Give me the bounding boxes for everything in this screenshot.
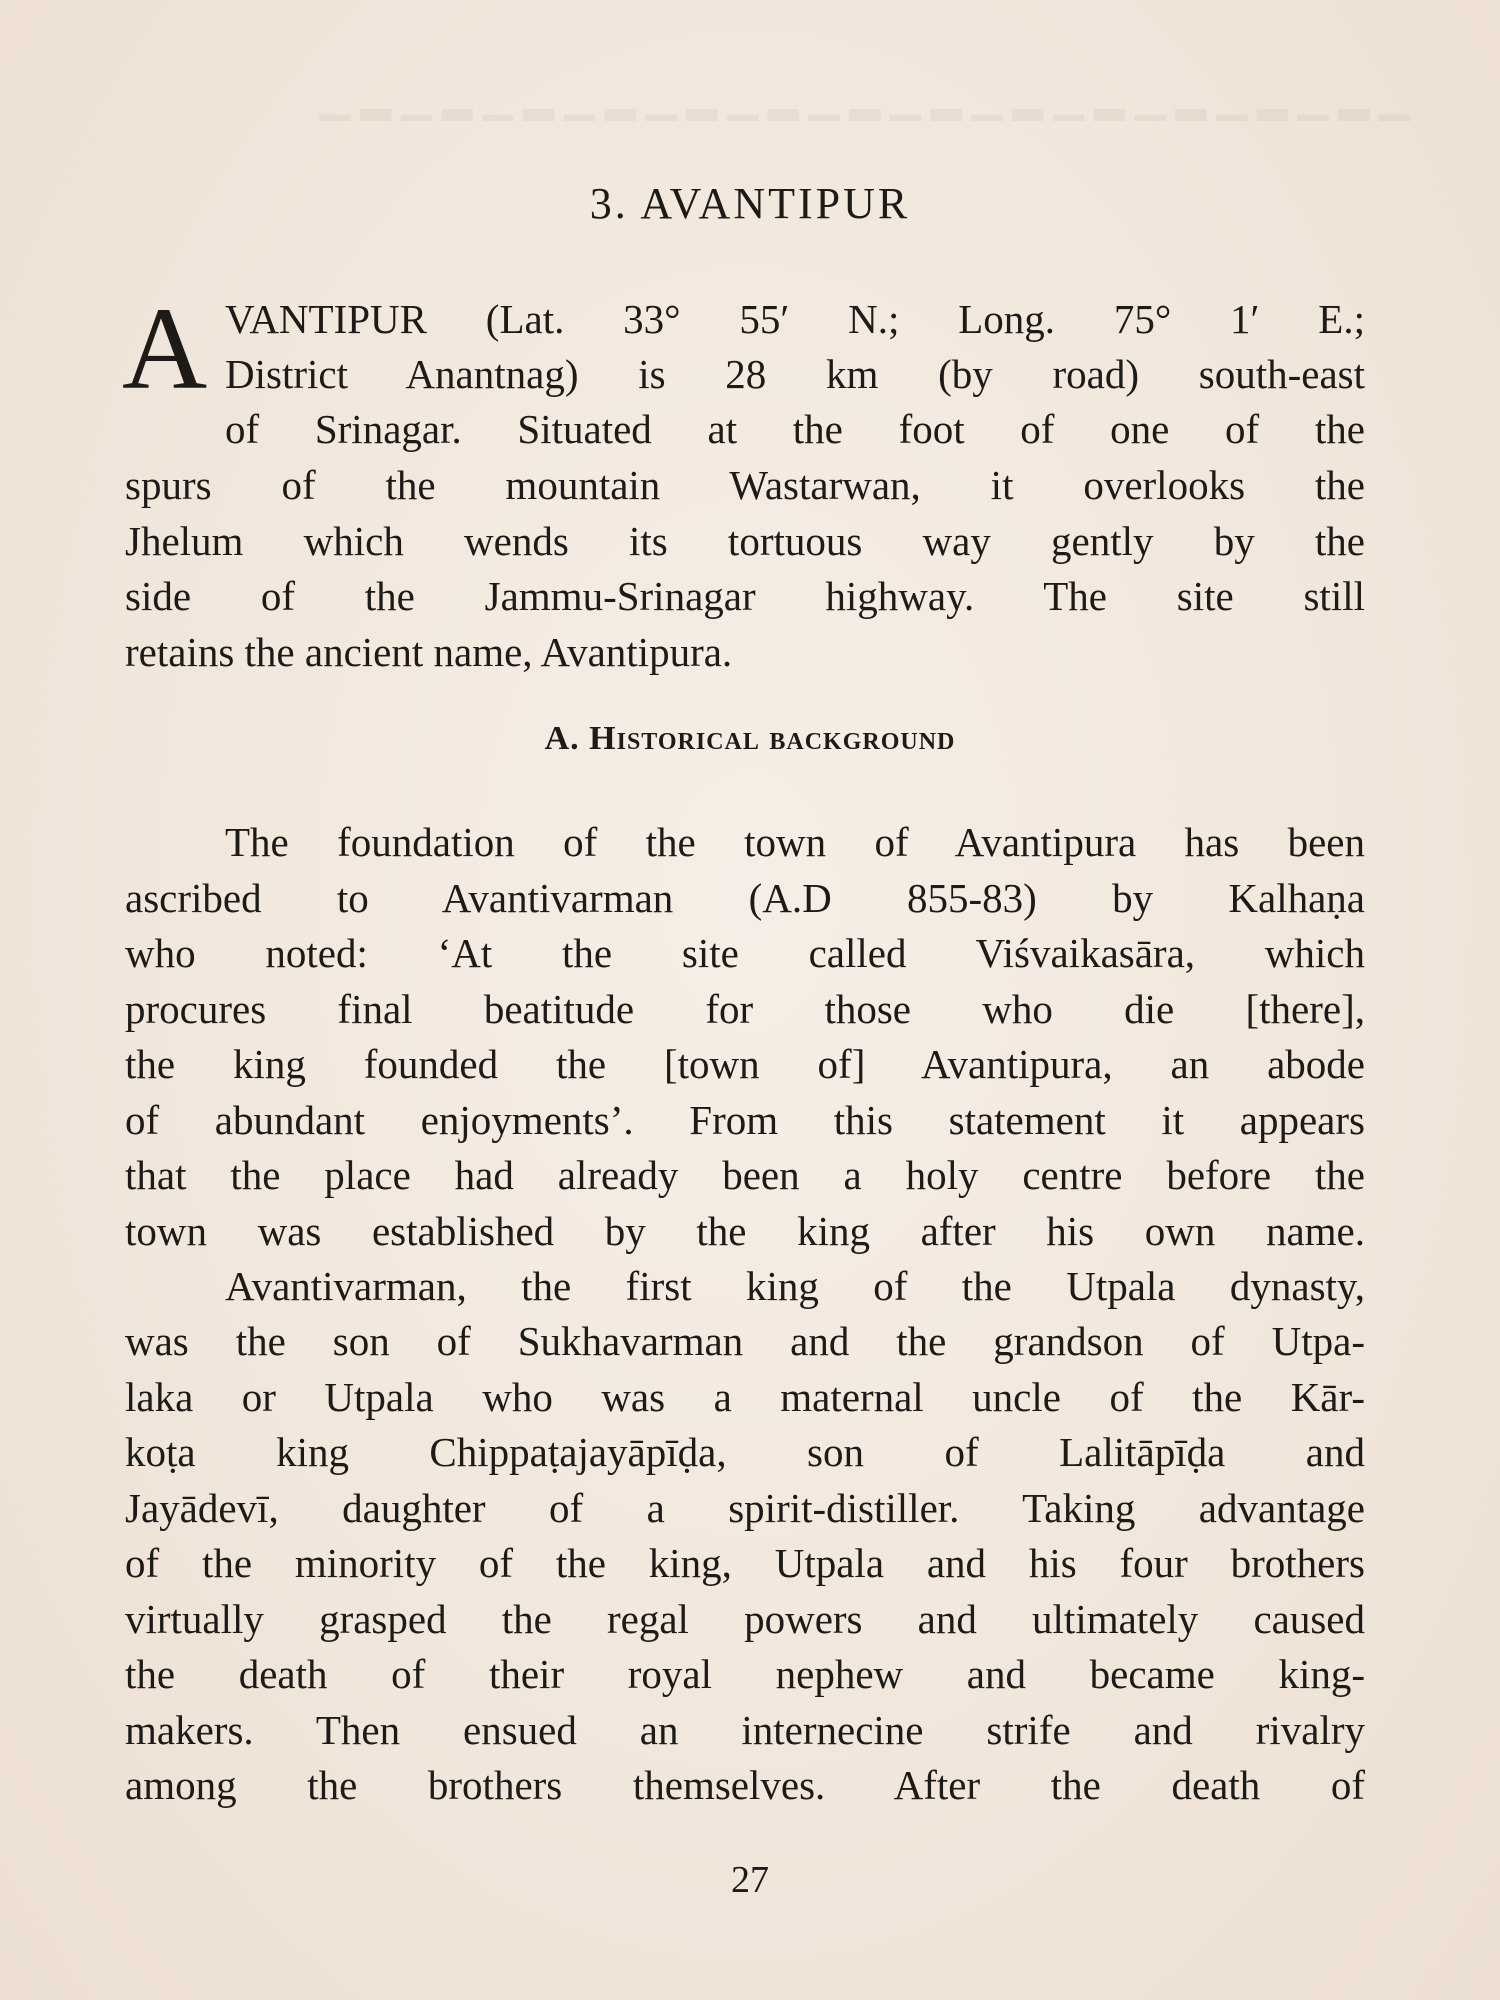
paragraph-line: The foundation of the town of Avantipura has been xyxy=(225,819,1365,865)
paragraph-line: the death of their royal nephew and became king- xyxy=(125,1651,1365,1697)
intro-line: Jhelum which wends its tortuous way gently by the xyxy=(125,518,1365,564)
paragraph-line: the king founded the [town of] Avantipura, an abode xyxy=(125,1041,1365,1087)
intro-line: side of the Jammu-Srinagar highway. The site still xyxy=(125,573,1365,619)
intro-line: spurs of the mountain Wastarwan, it overlooks the xyxy=(125,462,1365,508)
paragraph-line: was the son of Sukhavarman and the grandson of Utpa- xyxy=(125,1318,1365,1364)
paragraph-line: town was established by the king after his own name. xyxy=(125,1208,1365,1254)
intro-line: retains the ancient name, Avantipura. xyxy=(125,629,733,675)
show-through-texture: ▁ ▂ ▁ ▂ ▁ ▂ ▁ ▂ ▁ ▂ ▁ ▂ ▁ ▂ ▁ ▂ ▁ ▂ ▁ ▂ ▁ ▂ ▁ ▂ ▁ ▂ ▁ xyxy=(319,75,1410,120)
paragraph-line: that the place had already been a holy centre before the xyxy=(125,1152,1365,1198)
paragraph-line: koṭa king Chippaṭajayāpīḍa, son of Lalitāpīḍa and xyxy=(125,1429,1365,1475)
paragraph-line: ascribed to Avantivarman (A.D 855-83) by Kalhaṇa xyxy=(125,875,1365,921)
paragraph-line: among the brothers themselves. After the death of xyxy=(125,1762,1365,1808)
chapter-title: 3. AVANTIPUR xyxy=(589,179,911,228)
drop-cap: A xyxy=(122,283,208,414)
paragraph-line: Avantivarman, the first king of the Utpala dynasty, xyxy=(225,1263,1365,1309)
paragraph-line: of abundant enjoyments’. From this statement it appears xyxy=(125,1097,1365,1143)
page-number: 27 xyxy=(731,1859,769,1901)
intro-line: VANTIPUR (Lat. 33° 55′ N.; Long. 75° 1′ E.; xyxy=(225,296,1365,342)
paragraph-line: of the minority of the king, Utpala and his four brothers xyxy=(125,1540,1365,1586)
paragraph-line: makers. Then ensued an internecine strife and rivalry xyxy=(125,1707,1365,1753)
intro-line: District Anantnag) is 28 km (by road) south-east xyxy=(225,351,1365,397)
intro-line: of Srinagar. Situated at the foot of one of the xyxy=(225,406,1365,452)
section-heading: A. Historical background xyxy=(544,720,956,757)
paragraph-line: procures final beatitude for those who die [there], xyxy=(125,986,1365,1032)
paragraph-line: laka or Utpala who was a maternal uncle of the Kār- xyxy=(125,1374,1365,1420)
paragraph-line: Jayādevī, daughter of a spirit-distiller. Taking advantage xyxy=(125,1485,1365,1531)
paragraph-line: who noted: ‘At the site called Viśvaikasāra, which xyxy=(125,930,1365,976)
paragraph-line: virtually grasped the regal powers and ultimately caused xyxy=(125,1596,1365,1642)
